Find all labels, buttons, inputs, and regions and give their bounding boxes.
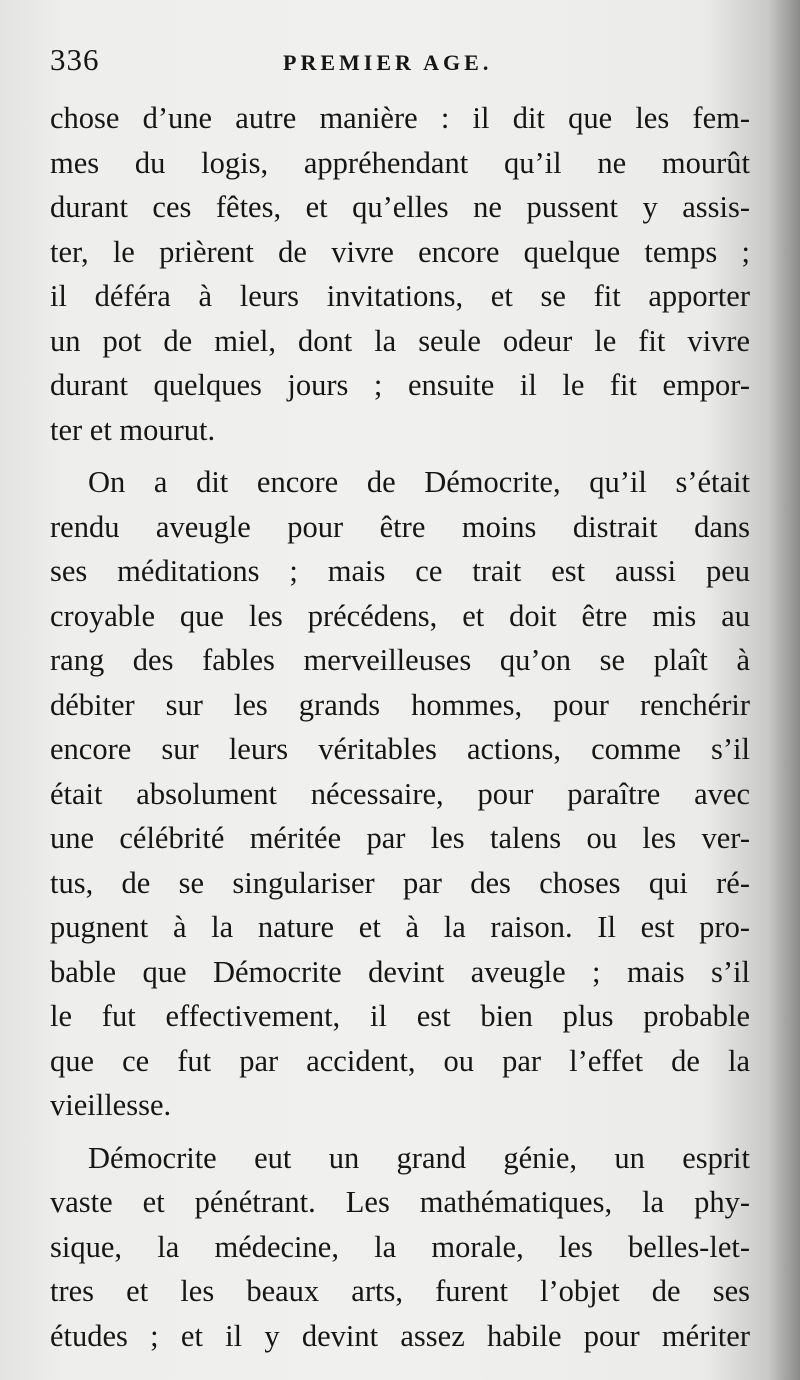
text-line: croyable que les précédens, et doit être mis au (50, 598, 750, 633)
text-line: bable que Démocrite devint aveugle ; mais s’il (50, 954, 750, 989)
text-line: sique, la médecine, la morale, les belles-let- (50, 1229, 750, 1264)
text-line: pugnent à la nature et à la raison. Il est pro- (50, 910, 750, 944)
text-line: études ; et il y devint assez habile pour mériter (50, 1318, 750, 1353)
page-number: 336 (50, 42, 100, 77)
text-line: le fut effectivement, il est bien plus probable (50, 999, 750, 1033)
text-line: durant ces fêtes, et qu’elles ne pussent y assis- (50, 190, 750, 224)
page-header (50, 42, 750, 82)
text-line: rendu aveugle pour être moins distrait dans (50, 509, 750, 544)
text-line: ter, le prièrent de vivre encore quelque temps ; (50, 234, 750, 269)
running-head: PREMIER AGE. (283, 50, 493, 75)
text-line: une célébrité méritée par les talens ou les ver- (50, 821, 750, 855)
text-line: rang des fables merveilleuses qu’on se plaît à (50, 643, 750, 677)
text-line: encore sur leurs véritables actions, comme s’il (50, 732, 750, 766)
paragraph (50, 1136, 750, 1359)
text-line: débiter sur les grands hommes, pour renchérir (50, 687, 750, 722)
text-line: il déféra à leurs invitations, et se fit apporter (50, 279, 750, 313)
page-body (50, 96, 750, 1358)
text-line: était absolument nécessaire, pour paraître avec (50, 776, 750, 811)
text-line: mes du logis, appréhendant qu’il ne mourût (50, 145, 750, 180)
text-line: vieillesse. (50, 1088, 172, 1122)
text-line: vaste et pénétrant. Les mathématiques, la phy- (50, 1185, 750, 1219)
text-line: que ce fut par accident, ou par l’effet de la (50, 1043, 750, 1078)
text-line: durant quelques jours ; ensuite il le fit empor- (50, 368, 750, 402)
text-line: chose d’une autre manière : il dit que les fem- (50, 101, 750, 135)
text-line: Démocrite eut un grand génie, un esprit (88, 1140, 750, 1175)
text-line: tus, de se singulariser par des choses qui ré- (50, 865, 750, 900)
text-line: un pot de miel, dont la seule odeur le fit vivre (50, 323, 750, 358)
text-line: ter et mourut. (50, 412, 216, 447)
text-line: On a dit encore de Démocrite, qu’il s’était (88, 465, 750, 499)
paragraph (50, 96, 750, 452)
text-line: tres et les beaux arts, furent l’objet de ses (50, 1274, 750, 1308)
text-line: ses méditations ; mais ce trait est aussi peu (50, 554, 750, 588)
paragraph (50, 460, 750, 1128)
